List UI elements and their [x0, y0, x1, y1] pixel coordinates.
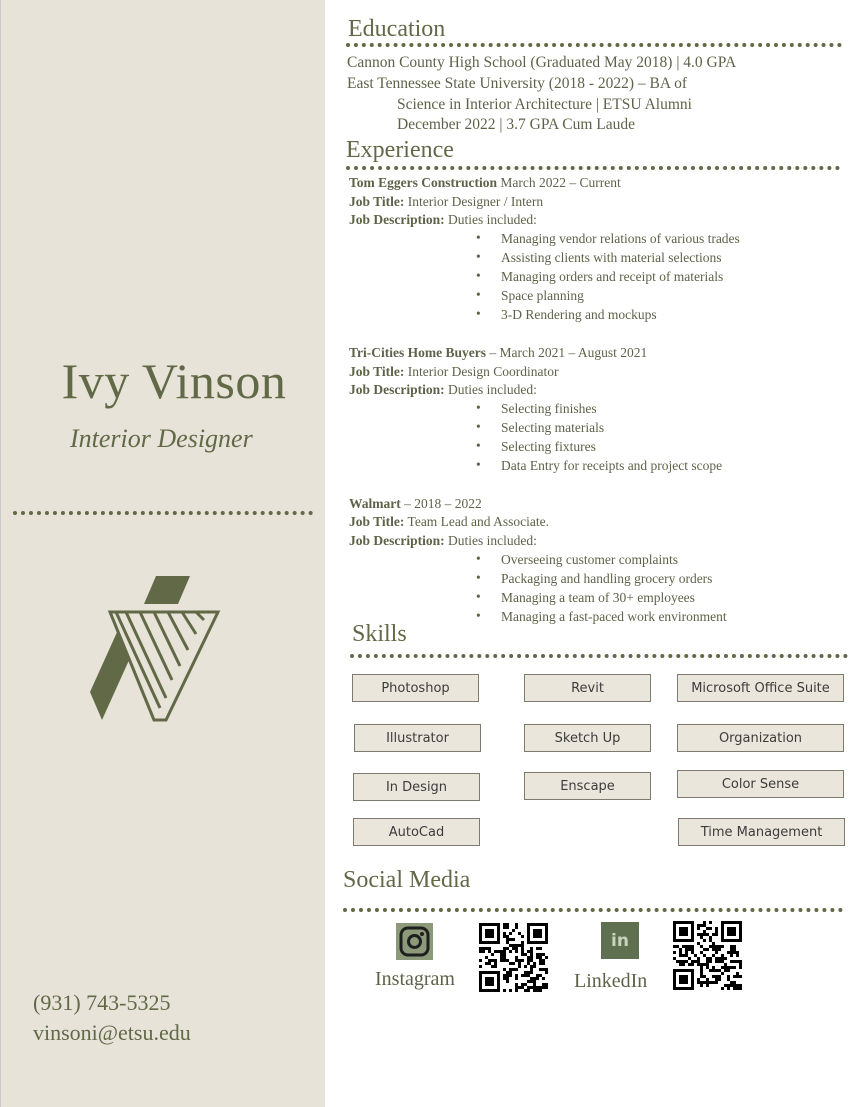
- job-description-label: Job Description:: [349, 382, 445, 397]
- job-description-label: Job Description:: [349, 212, 445, 227]
- job-company: Tri-Cities Home Buyers: [349, 345, 486, 360]
- education-line: Science in Interior Architecture | ETSU Alumni: [397, 96, 692, 113]
- candidate-title: Interior Designer: [70, 424, 253, 453]
- job-title: Interior Designer / Intern: [404, 194, 544, 209]
- job-title: Team Lead and Associate.: [404, 514, 550, 529]
- job-header: [349, 345, 647, 361]
- skill-sketchup: Sketch Up: [524, 724, 651, 752]
- job-description-label: Job Description:: [349, 533, 445, 548]
- skill-organization: Organization: [677, 724, 844, 752]
- skills-divider: [350, 654, 848, 658]
- skill-autocad: AutoCad: [353, 818, 480, 846]
- sidebar: [1, 0, 325, 1107]
- job-description: Duties included:: [444, 212, 537, 227]
- social-heading: Social Media: [343, 867, 471, 893]
- job-description-line: [349, 212, 537, 228]
- job-title-label: Job Title:: [349, 514, 405, 529]
- job-company: Tom Eggers Construction: [349, 175, 498, 190]
- linkedin-qr-code[interactable]: [673, 921, 743, 993]
- linkedin-glyph: in: [611, 930, 629, 951]
- iv-logo-mark: [90, 576, 218, 720]
- education-line: East Tennessee State University (2018 - 2022) – BA of: [347, 75, 688, 92]
- linkedin-label: LinkedIn: [574, 970, 648, 992]
- sidebar-divider: [13, 511, 313, 515]
- job-dates: March 2022 – Current: [497, 175, 621, 190]
- skill-enscape: Enscape: [524, 772, 651, 800]
- job-header: [349, 175, 621, 191]
- instagram-qr-code[interactable]: [479, 923, 549, 995]
- job-description: Duties included:: [444, 533, 537, 548]
- skill-illustrator: Illustrator: [354, 724, 481, 752]
- job-description: Duties included:: [444, 382, 537, 397]
- skill-microsoft-office: Microsoft Office Suite: [677, 674, 844, 702]
- job-title: Interior Design Coordinator: [404, 364, 559, 379]
- education-line: December 2022 | 3.7 GPA Cum Laude: [397, 116, 636, 133]
- email-address[interactable]: vinsoni@etsu.edu: [33, 1020, 191, 1045]
- instagram-icon[interactable]: [396, 923, 433, 960]
- education-heading: Education: [348, 16, 446, 42]
- skills-heading: Skills: [352, 621, 407, 647]
- skill-indesign: In Design: [353, 773, 480, 801]
- education-line: Cannon County High School (Graduated May 2018) | 4.0 GPA: [347, 54, 737, 71]
- skill-color-sense: Color Sense: [677, 770, 844, 798]
- job-header: [349, 496, 482, 512]
- skill-photoshop: Photoshop: [352, 674, 479, 702]
- instagram-label: Instagram: [375, 968, 455, 990]
- job-title-label: Job Title:: [349, 364, 405, 379]
- social-divider: [343, 908, 843, 912]
- skill-time-management: Time Management: [678, 818, 845, 846]
- job-dates: – March 2021 – August 2021: [485, 345, 648, 360]
- job-title-line: [349, 364, 558, 380]
- job-description-line: [349, 382, 537, 398]
- experience-heading: Experience: [346, 137, 454, 163]
- linkedin-icon[interactable]: [601, 922, 639, 959]
- job-title-line: [349, 514, 549, 530]
- experience-divider: [346, 166, 840, 170]
- job-description-line: [349, 533, 537, 549]
- job-title-label: Job Title:: [349, 194, 405, 209]
- job-company: Walmart: [349, 496, 401, 511]
- phone-number: (931) 743-5325: [33, 990, 171, 1015]
- job-title-line: [349, 194, 543, 210]
- monogram-logo: [86, 574, 222, 724]
- education-divider: [346, 43, 842, 47]
- job-dates: – 2018 – 2022: [400, 496, 482, 511]
- candidate-name: Ivy Vinson: [61, 353, 287, 409]
- skill-revit: Revit: [524, 674, 651, 702]
